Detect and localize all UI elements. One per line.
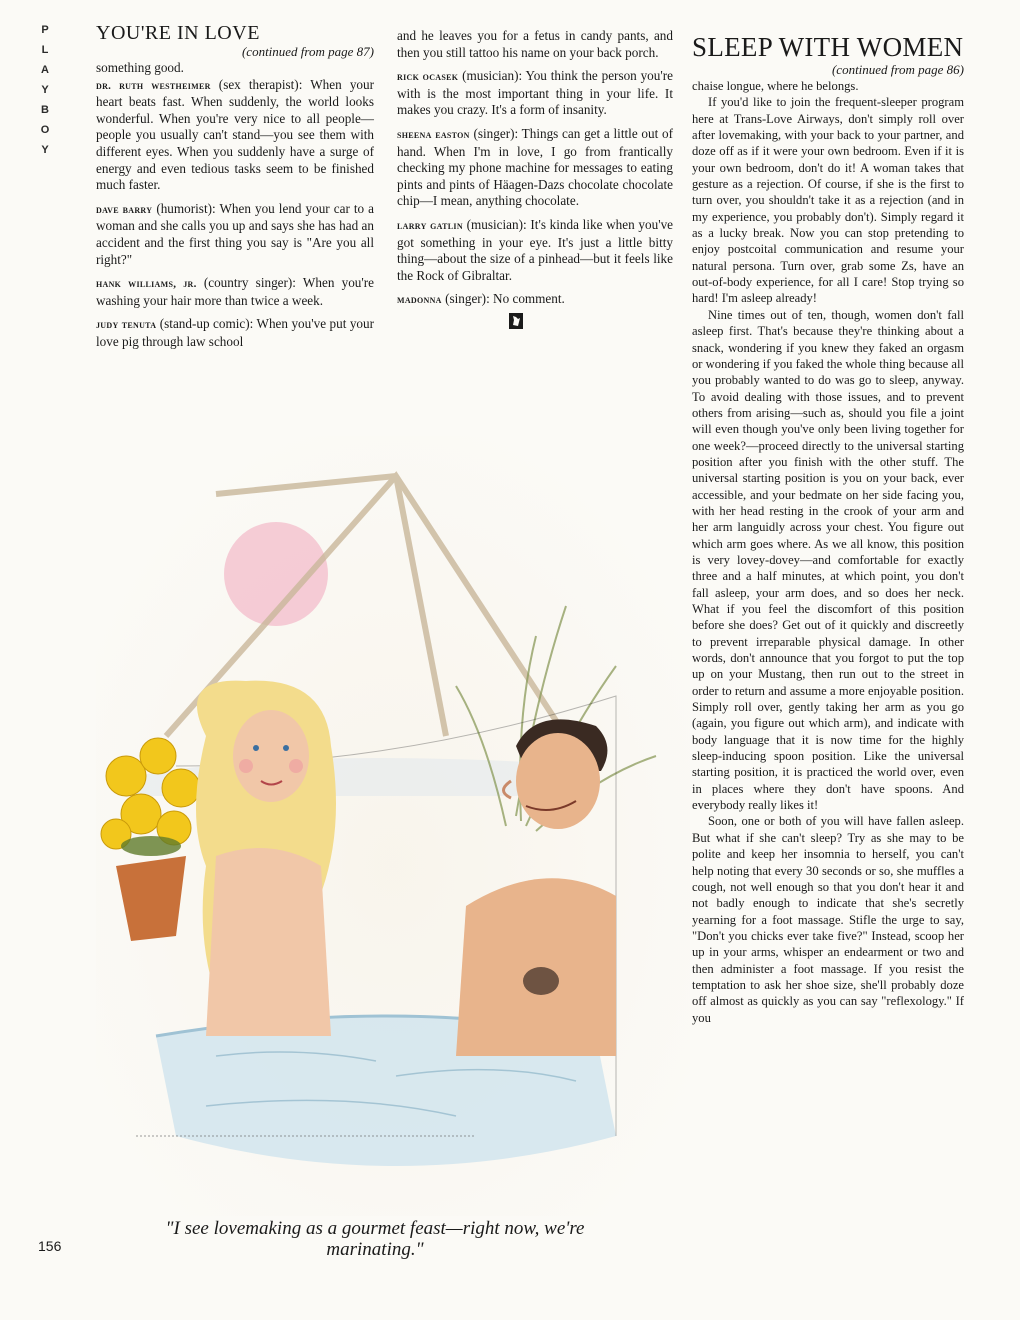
quote-entry [397,217,673,284]
right-article-column [692,32,964,1026]
quote-text: When you lend your car to a woman and she calls you up and says she has had an accident and the first thing you say is "Are you all right?" [96,200,375,267]
quote-role: (singer): [469,125,522,141]
magazine-letter: O [40,124,50,136]
quote-entry [397,291,673,309]
quote-entry [96,77,374,194]
magazine-letter: Y [41,144,49,156]
woman-face [233,710,309,802]
magazine-letter: L [41,44,49,56]
man-face [516,733,600,829]
quote-text: Things can get a little out of hand. When I'm in love, I go from frantically checking my phone machine for messages to eating pints and pints of Häagen-Dazs chocolate chocolate chip—I mean, anything chocolate. [397,125,673,209]
quote-text: You think the person you're with is the most important thing in your life. It makes you crazy. It's a form of insanity. [397,68,673,118]
quote-entry [96,201,374,268]
quote-role: (singer): [441,291,494,307]
quote-text: When you're washing your hair more than twice a week. [96,275,374,308]
quote-role: (musician): [462,216,531,232]
woman-body [206,848,331,1036]
bunny-end-mark-icon [509,313,523,329]
quote-entry [397,126,673,210]
magazine-letter: B [41,104,49,116]
quote-name: madonna [397,294,442,307]
left-article-column-1 [96,22,374,358]
quote-name: judy tenuta [96,319,157,332]
quote-text: When you've put your love pig through law school [96,316,374,349]
left-article-continued: (continued from page 87) [241,44,374,59]
quote-entry [96,316,374,350]
right-article-lead: chaise longue, where he belongs. [692,79,859,93]
left-article-column-2 [397,28,673,329]
quote-role: (musician): [458,68,526,84]
quote-text: When your heart beats fast. When suddenly, the world looks wonderful. When you're very nice to all people—people you usually can't stand—you see them with different eyes. When you suddenly have a surge of energy and even tedious tasks seem to be finished much faster. [96,76,375,193]
quote-name: dave barry [96,203,153,216]
right-article-continued: (continued from page 86) [831,62,964,77]
page-number: 156 [38,1238,62,1254]
magazine-letter: Y [41,84,49,96]
magazine-letter: P [41,24,49,36]
cartoon-caption: "I see lovemaking as a gourmet feast—right now, we're marinating." [165,1218,585,1260]
quote-name: hank williams, jr. [96,278,197,291]
magazine-name-vertical [34,20,56,160]
quote-role: (humorist): [152,200,220,216]
quote-entry [96,275,374,309]
right-article-title: SLEEP WITH WOMEN [692,32,964,62]
man-body [456,878,616,1056]
quote-role: (country singer): [196,275,303,291]
quote-role: (stand-up comic): [156,316,257,332]
quote-text: It's kinda like when you've got something in your eye. It's just a little bitty thing—about the size of a pinhead—but it feels like the Rock of Gibraltar. [397,216,674,283]
left-article-intro: something good. [96,60,184,75]
quote-name: larry gatlin [397,219,463,232]
right-article-paragraph: Soon, one or both of you will have fallen asleep. But what if she can't sleep? Try as she may to be polite and keep her insomnia to herself, you can't help noting that every 30 seconds or so, she muffles a cough, not well enough so that you don't hear it and not badly enough to indicate that she's secretly yearning for a foot massage. Stifle the urge to say, "Don't you chicks ever take five?" Instead, scoop her up in your arms, whisper an endearment or two and then administer a foot massage. If you resist the temptation to ask her shoe size, she'll probably doze off almost as quickly as you can say "reflexology." If you [692,814,964,1025]
right-article-paragraph: Nine times out of ten, though, women don't fall asleep first. That's because they're thinking about a snack, wondering if you knew they faked an orgasm or wondering if you faked the whole thing because all you probably wanted to do was go to sleep, anyway. To avoid dealing with those issues, and to prevent others from arising—such as, should you file a joint will even though you've only been living together for one week?—proceed directly to the universal starting position after you finish with the other stuff. The universal starting position is you on your back, ever accessible, and your bedmate on her side facing you, with her head resting in the crook of your arm and her arm languidly across your chest. You figure out which arm goes where. As we all know, this position is very lovey-dovey—and comfortable for exactly three and a half minutes, at which point, you don't fall asleep, your arm does, and so does her neck. What if you feel the discomfort of this position before she does? Get out of it quickly and discreetly to prevent irreparable physical damage. In other words, don't announce that you forgot to put the top up on your Mustang, then run out to the street in order to return and assume a more enjoyable position. Simply roll over, gently taking her arm as you go (again, you figure out which arm), and indicate with body language that it is now time for the highly sleep-inducing spoon position. Like the universal starting position, it is practiced the world over, even in places where they don't have spoons. And everybody really likes it! [692,307,964,813]
quote-text: No comment. [493,291,565,307]
cartoon-illustration [96,436,690,1216]
quote-name: rick ocasek [397,71,459,84]
quote-role: (sex therapist): [210,76,311,92]
quote-name: dr. ruth westheimer [96,79,211,92]
quote-name: sheena easton [397,128,470,141]
quote-entry [397,68,673,119]
left-article-title: YOU'RE IN LOVE [96,22,260,44]
right-article-paragraph: If you'd like to join the frequent-sleeper program here at Trans-Love Airways, don't simply roll over after lovemaking, with your back to your partner, and doze off as if it were your own bedroom. Even if it is your own bedroom, don't do it! A woman takes that gesture as a rejection. Of course, if she is the first to turn over, you shouldn't take it as a rejection (and in my experience, you probably don't). Simply regard it as a lucky break. Now you can stop pretending to enjoy postcoital communication and resume your natural persona. Turn over, grab some Zs, have an out-of-body experience, for all I care! Stop trying so hard! I'm asleep already! [692,95,964,306]
col2-lead: and he leaves you for a fetus in candy pants, and then you still tattoo his name on your back porch. [397,28,673,60]
magazine-letter: A [41,64,49,76]
